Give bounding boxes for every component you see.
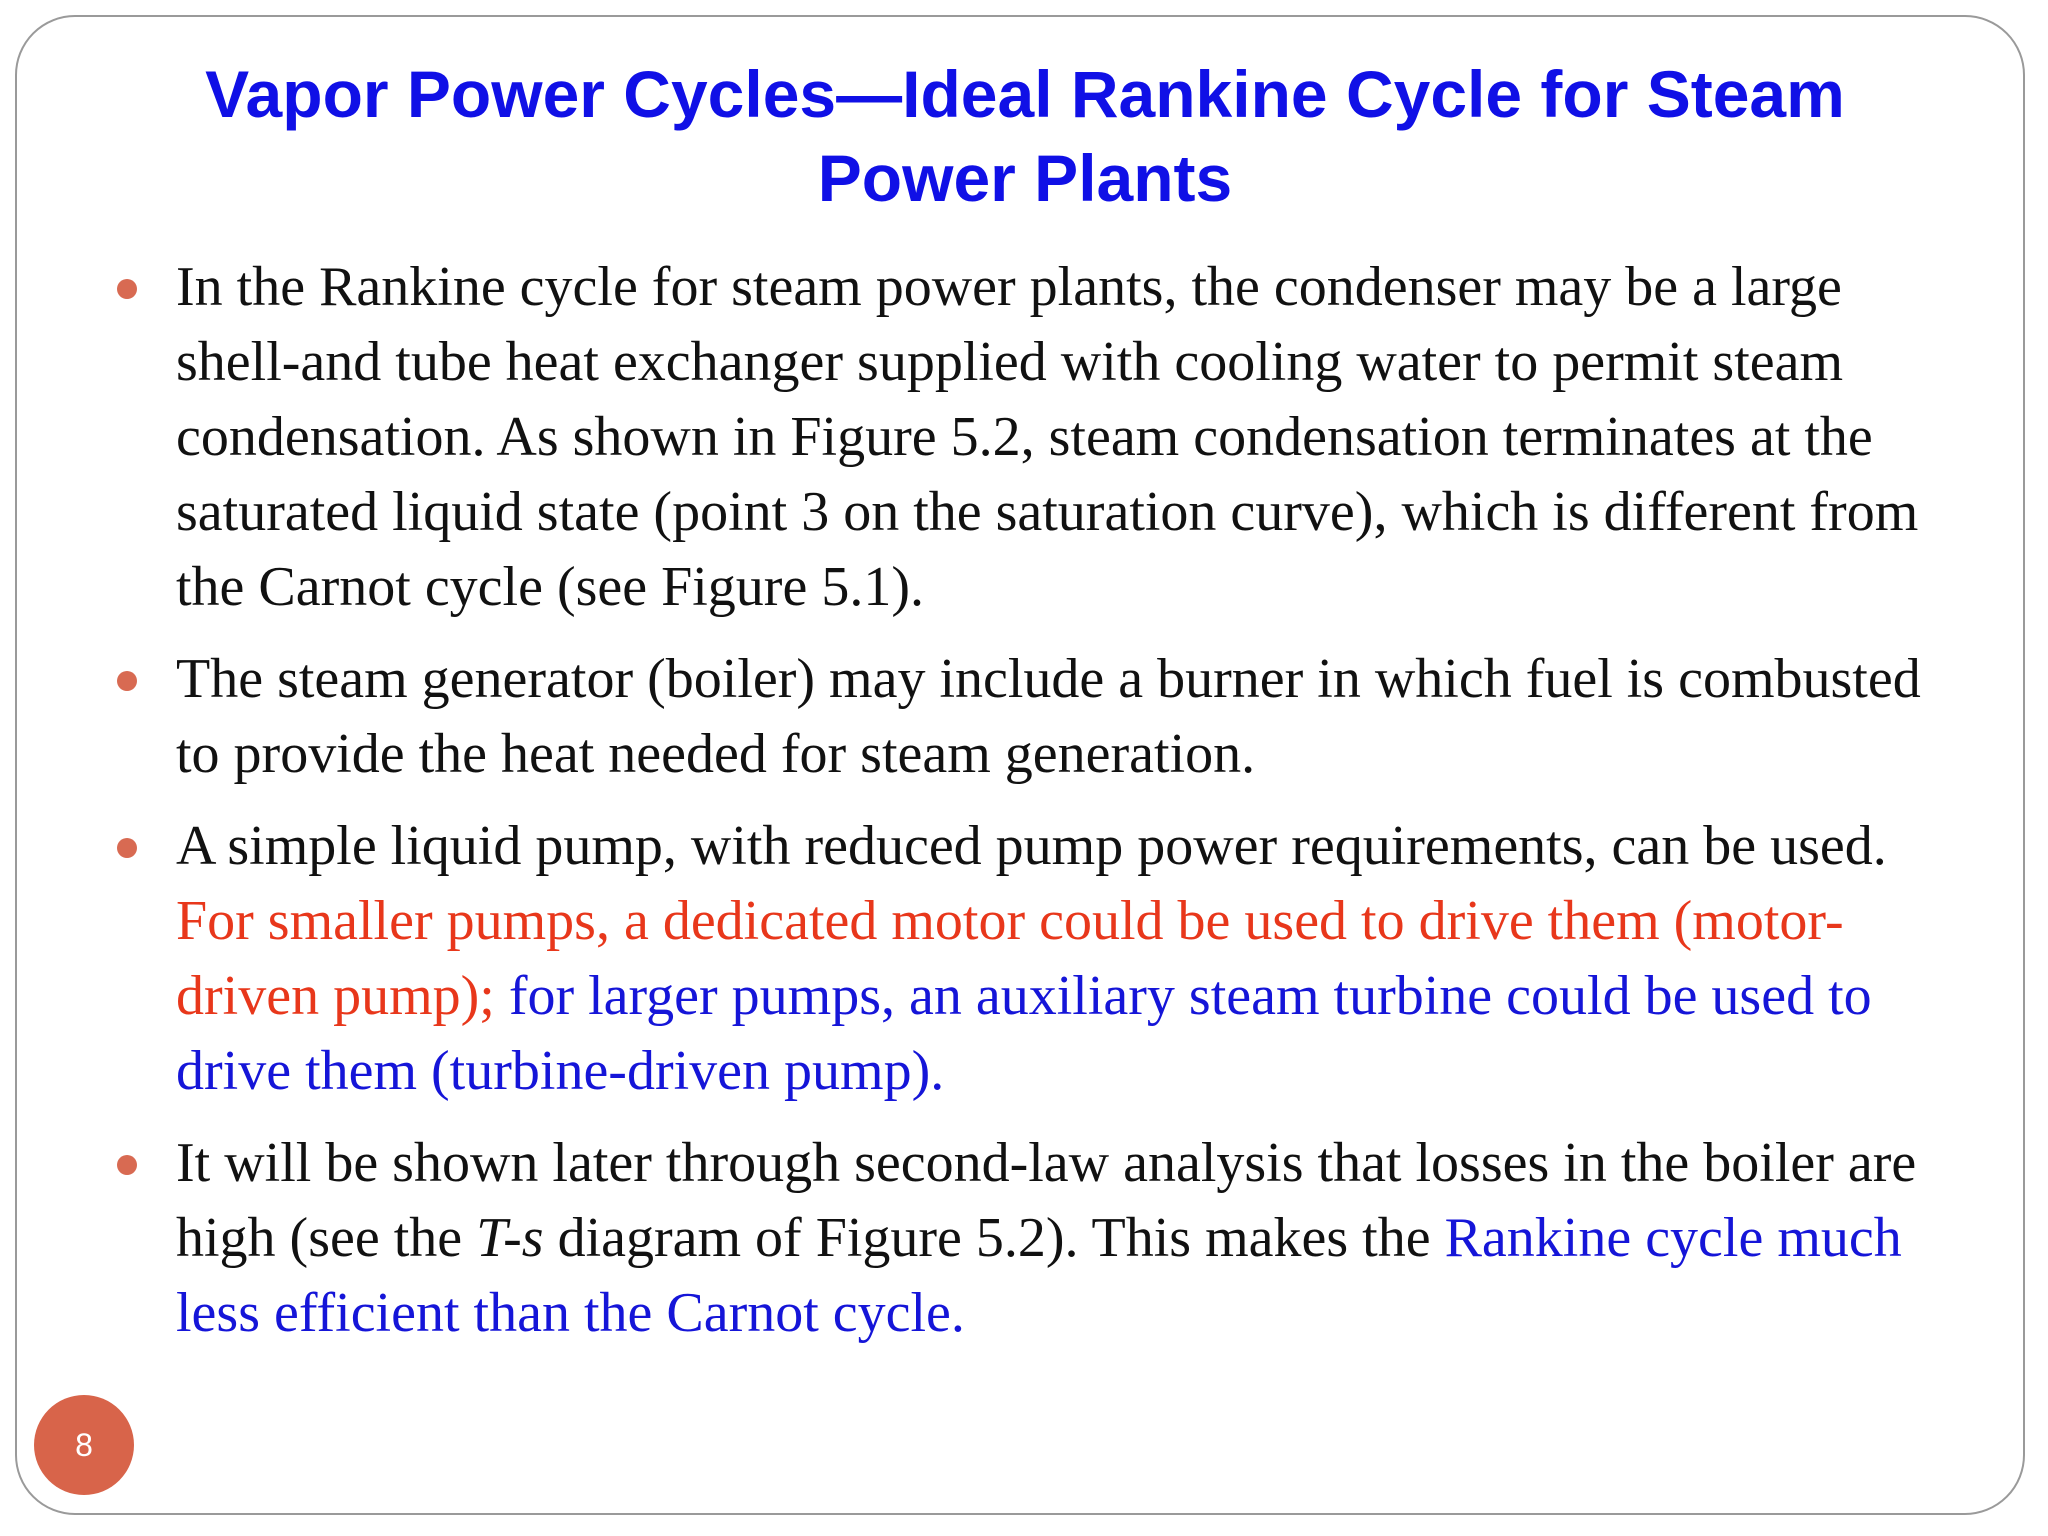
- page-number: 8: [75, 1426, 93, 1463]
- page-number-badge: [34, 1395, 134, 1495]
- bullet-item-pump: [110, 809, 1970, 1109]
- bullet-text-plain: diagram of Figure 5.2). This makes the: [543, 1207, 1445, 1269]
- slide-title: Vapor Power Cycles—Ideal Rankine Cycle for Steam Power Plants: [205, 57, 1845, 215]
- bullet-text-red-highlight: For smaller pumps, a dedicated motor could be used to drive them (motor-driven pump);: [176, 890, 1844, 1027]
- bullet-text-plain: A simple liquid pump, with reduced pump power requirements, can be used.: [176, 815, 1887, 877]
- bullet-text-blue-highlight: Rankine cycle much less efficient than the Carnot cycle.: [176, 1207, 1902, 1344]
- bullet-text-italic: T-s: [476, 1207, 544, 1269]
- bullet-text: In the Rankine cycle for steam power plants, the condenser may be a large shell-and tube heat exchanger supplied with cooling water to permit steam condensation. As shown in Figure 5.2, steam condensation terminates at the saturated liquid state (point 3 on the saturation curve), which is different from the Carnot cycle (see Figure 5.1).: [176, 256, 1919, 618]
- bullet-list: [110, 250, 1970, 1368]
- bullet-marker: [117, 838, 137, 858]
- bullet-marker: [117, 279, 137, 299]
- bullet-text-blue-highlight: for larger pumps, an auxiliary steam turbine could be used to drive them (turbine-driven pump).: [176, 965, 1872, 1102]
- bullet-marker: [117, 1155, 137, 1175]
- bullet-item-boiler: [110, 642, 1970, 792]
- bullet-marker: [117, 671, 137, 691]
- bullet-item-losses: [110, 1126, 1970, 1351]
- bullet-item-condenser: [110, 250, 1970, 625]
- bullet-text-plain: It will be shown later through second-law analysis that losses in the boiler are high (see the: [176, 1132, 1917, 1269]
- bullet-text: The steam generator (boiler) may include a burner in which fuel is combusted to provide the heat needed for steam generation.: [176, 648, 1921, 785]
